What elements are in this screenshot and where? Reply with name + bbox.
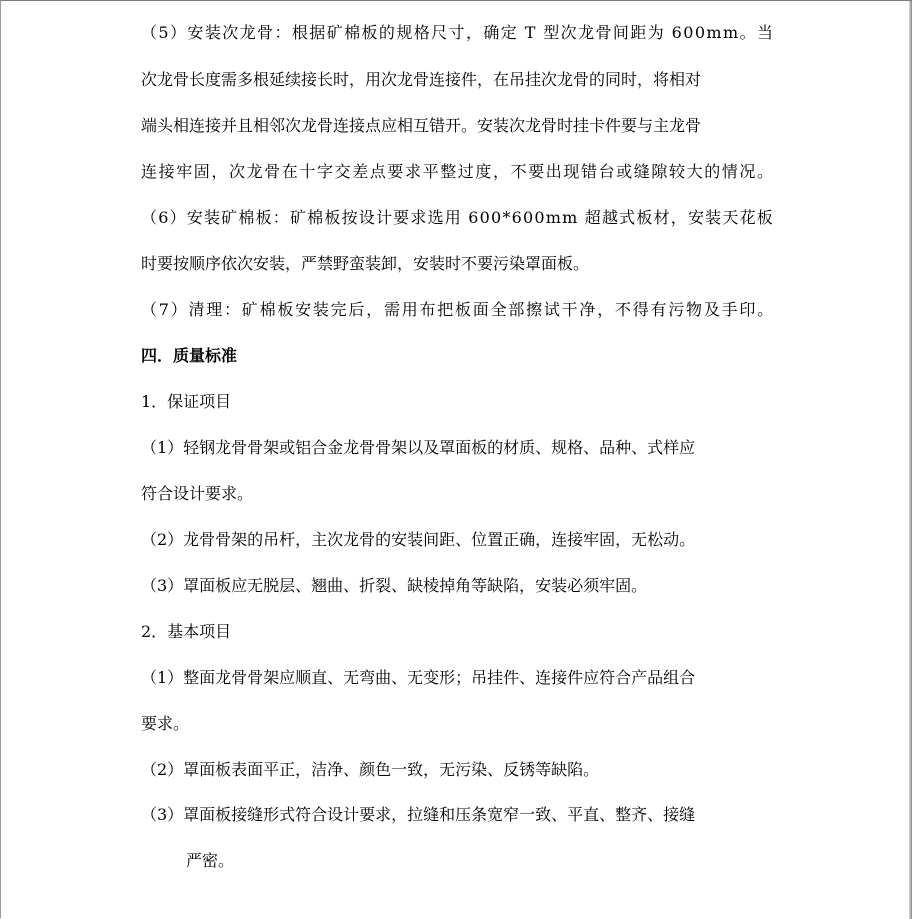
subsection-heading: 1．保证项目: [141, 392, 232, 411]
text-line: （1）轻钢龙骨骨架或铝合金龙骨骨架以及罩面板的材质、规格、品种、式样应: [141, 438, 696, 457]
subsection-heading: 2．基本项目: [141, 622, 232, 641]
text-line: （1）整面龙骨骨架应顺直、无弯曲、无变形；吊挂件、连接件应符合产品组合: [141, 668, 696, 687]
text-line: 要求。: [141, 714, 190, 733]
text-line: （5）安装次龙骨：根据矿棉板的规格尺寸，确定 T 型次龙骨间距为 600mm。当: [141, 23, 775, 42]
text-line: （7）清理：矿棉板安装完后，需用布把板面全部擦试干净，不得有污物及手印。: [141, 300, 775, 319]
text-line: （3）罩面板应无脱层、翘曲、折裂、缺棱掉角等缺陷，安装必须牢固。: [141, 576, 648, 595]
section-heading: 四．质量标准: [141, 346, 238, 365]
text-line: （6）安装矿棉板：矿棉板按设计要求选用 600*600mm 超越式板材，安装天花板: [141, 208, 774, 227]
text-line: 符合设计要求。: [141, 484, 254, 503]
text-line: （2）罩面板表面平正，洁净、颜色一致，无污染、反锈等缺陷。: [141, 760, 600, 779]
text-line: 连接牢固，次龙骨在十字交差点要求平整过度，不要出现错台或缝隙较大的情况。: [141, 162, 775, 181]
text-line: （3）罩面板接缝形式符合设计要求，拉缝和压条宽窄一致、平直、整齐、接缝: [141, 805, 696, 824]
text-line: 严密。: [186, 851, 235, 870]
text-line: 端头相连接并且相邻次龙骨连接点应相互错开。安装次龙骨时挂卡件要与主龙骨: [141, 116, 702, 135]
text-line: 次龙骨长度需多根延续接长时，用次龙骨连接件，在吊挂次龙骨的同时，将相对: [141, 70, 702, 89]
text-line: （2）龙骨骨架的吊杆，主次龙骨的安装间距、位置正确，连接牢固，无松动。: [141, 530, 696, 549]
text-line: 时要按顺序依次安装，严禁野蛮装卸，安装时不要污染罩面板。: [141, 254, 590, 273]
